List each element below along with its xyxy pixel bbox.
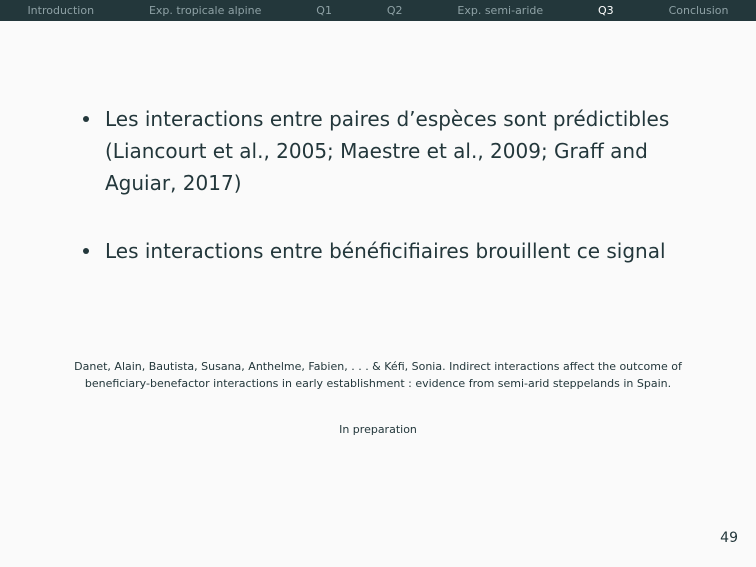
bullet-list [83, 103, 703, 267]
section-navbar [0, 0, 756, 21]
page-number: 49 [720, 530, 738, 546]
nav-item-introduction[interactable]: Introduction [27, 4, 95, 17]
nav-item-q3[interactable]: Q3 [598, 4, 614, 17]
nav-item-exp-semi-aride[interactable]: Exp. semi-aride [457, 4, 544, 17]
bullet-item [83, 235, 703, 267]
bullet-item [83, 103, 703, 199]
bullet-text: Les interactions entre paires d’espèces sont prédictibles (Liancourt et al., 2005; Maestre et al., 2009; Graff and Aguiar, 2017) [105, 107, 670, 195]
bullet-text: Les interactions entre bénéficifiaires brouillent ce signal [105, 239, 666, 263]
nav-item-exp-tropicale-alpine[interactable]: Exp. tropicale alpine [148, 4, 262, 17]
nav-item-conclusion[interactable]: Conclusion [668, 4, 729, 17]
reference-status: In preparation [339, 423, 417, 436]
bullet-dot-icon [83, 116, 89, 122]
nav-item-q2[interactable]: Q2 [386, 4, 403, 17]
reference-citation: Danet, Alain, Bautista, Susana, Anthelme, Fabien, . . . & Kéfi, Sonia. Indirect interactions affect the outcome of beneficiary-benefactor interactions in early establishment : evidence from semi-arid steppelands in Spain. [74, 360, 682, 390]
bullet-dot-icon [83, 248, 89, 254]
nav-item-q1[interactable]: Q1 [316, 4, 332, 17]
